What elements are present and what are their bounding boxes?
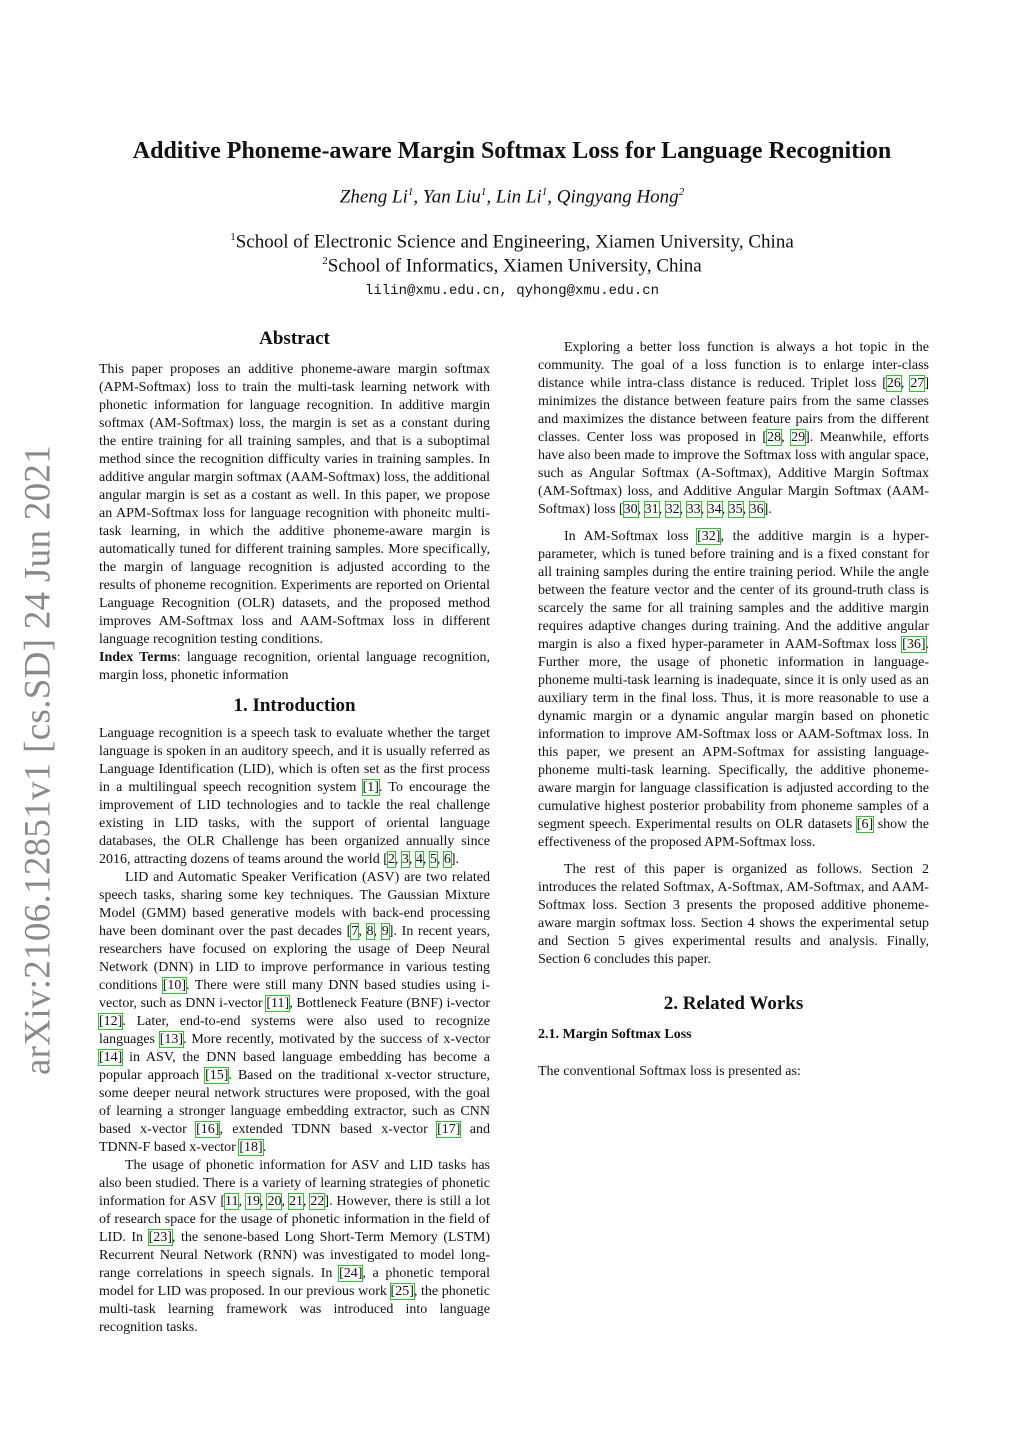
citation-link[interactable]: [32]	[697, 529, 721, 544]
citation-link[interactable]: 9	[381, 924, 389, 939]
affiliation-text: School of Electronic Science and Engineering, Xiamen University, China	[235, 231, 794, 253]
citation-link[interactable]: 32	[665, 502, 680, 517]
author-list: Zheng Li$^1$, Yan Liu$^1$, Lin Li$^1$, Qingyang Hong$^2$	[339, 186, 685, 208]
citation-link[interactable]: 2	[387, 852, 395, 867]
citation-link[interactable]: 35	[728, 502, 743, 517]
affiliation-sup: 1	[230, 231, 236, 243]
author-emails: lilin@xmu.edu.cn, qyhong@xmu.edu.cn	[364, 283, 660, 299]
citation-link[interactable]: 26	[886, 376, 901, 391]
citation-link[interactable]: [23]	[148, 1230, 172, 1245]
subsection-heading: 2.1. Margin Softmax Loss	[538, 1027, 692, 1042]
related-heading: 2. Related Works	[663, 993, 804, 1014]
citation-link[interactable]: 19	[245, 1194, 260, 1209]
citation-link[interactable]: 7	[351, 924, 359, 939]
index-terms	[99, 649, 490, 685]
related-text: The conventional Softmax loss is presented as:	[538, 1064, 801, 1079]
citation-link[interactable]: [11]	[266, 996, 290, 1011]
citation-link[interactable]: 33	[686, 502, 701, 517]
right-column	[538, 330, 929, 1081]
affiliation-text: School of Informatics, Xiamen University, China	[327, 255, 702, 277]
intro-paragraph: The rest of this paper is organized as follows. Section 2 introduces the related Softmax, A-Softmax, AM-Softmax, and AAM-Softmax loss. Section 3 presents the proposed additive phoneme-aware margin softmax loss. Section 4 shows the experimental setup and Section 5 gives experimental results and analysis. Finally, Section 6 concludes this paper.	[538, 862, 929, 967]
citation-link[interactable]: [15]	[205, 1068, 229, 1083]
citation-link[interactable]: 11	[225, 1194, 239, 1209]
citation-link[interactable]: [10]	[162, 978, 187, 993]
intro-paragraph: LID and Automatic Speaker Verification (ASV) are two related speech tasks, sharing some key techniques. The Gaussian Mixture Model (GMM) based generative models with back-end processing have been dominant over the past decades [7, 8, 9]. In recent years, researchers have focused on exploring the usage of Deep Neural Network (DNN) in LID to improve performance in various testing conditions [10]. There were still many DNN based studies using i-vector, such as DNN i-vector [11], Bottleneck Feature (BNF) i-vector [12]. Later, end-to-end systems were also used to recognize languages [13]. More recently, motivated by the success of x-vector [14] in ASV, the DNN based language embedding has become a popular approach [15]. Based on the traditional x-vector structure, some deeper neural network structures were proposed, with the goal of learning a stronger language embedding extractor, such as CNN based x-vector [16], extended TDNN based x-vector [17] and TDNN-F based x-vector [18].	[99, 870, 491, 1155]
citation-link[interactable]: [16]	[196, 1122, 220, 1137]
affiliation	[0, 255, 1024, 277]
citation-link[interactable]: [14]	[99, 1050, 123, 1065]
intro-paragraph: In AM-Softmax loss [32], the additive margin is a hyper-parameter, which is tuned before training and is a fixed constant for all training samples during the entire training period. While the angle between the feature vector and the center of its ground-truth class is scarcely the same for all training samples and the additive margin requires adaptive changes during training. And the additive angular margin is also a fixed hyper-parameter in AAM-Softmax loss [36]. Further more, the usage of phonetic information in language-phoneme multi-task learning is inadequate, since it is only used as an auxiliary term in the final loss. Thus, it is more reasonable to use a dynamic margin or a dynamic angular margin based on phonetic information to improve AM-Softmax loss or AAM-Softmax loss. In this paper, we present an APM-Softmax for assisting language-phoneme multi-task learning. Specifically, the additive phoneme-aware margin for language classification is adjusted according to the cumulative highest posterior probability from phoneme samples of a segment speech. Experimental results on OLR datasets [6] show the effectiveness of the proposed APM-Softmax loss.	[538, 529, 930, 850]
intro-paragraph: The usage of phonetic information for ASV and LID tasks has also been studied. There is a variety of learning strategies of phonetic information for ASV [11, 19, 20, 21, 22]. However, there is still a lot of research space for the usage of phonetic information in the field of LID. In [23], the senone-based Long Short-Term Memory (LSTM) Recurrent Neural Network (RNN) was investigated to model long-range correlations in speech signals. In [24], a phonetic temporal model for LID was proposed. In our previous work [25], the phonetic multi-task learning framework was introduced into language recognition tasks.	[99, 1158, 491, 1335]
citation-link[interactable]: 34	[707, 502, 722, 517]
citation-link[interactable]: 27	[910, 376, 925, 391]
author-sup: 1	[407, 186, 414, 198]
citation-link[interactable]: 5	[429, 852, 437, 867]
left-column	[99, 330, 490, 1337]
author-sup: 1	[480, 186, 487, 198]
index-terms-text: : language recognition, oriental language recognition, margin loss, phonetic information	[99, 650, 490, 683]
affiliation-sup: 2	[322, 255, 328, 267]
arxiv-stamp	[8, 444, 68, 1076]
abstract-heading: Abstract	[259, 328, 330, 349]
citation-link[interactable]: [13]	[159, 1032, 184, 1047]
citation-link[interactable]: [12]	[99, 1014, 123, 1029]
intro-paragraph: Exploring a better loss function is always a hot topic in the community. The goal of a loss function is to enlarge inter-class distance while intra-class distance is reduced. Triplet loss [26, 27] minimizes the distance between feature pairs from the same classes and maximizes the distance between feature pairs from the different classes. Center loss was proposed in [28, 29]. Meanwhile, efforts have also been made to improve the Softmax loss with angular space, such as Angular Softmax (A-Softmax), Additive Margin Softmax (AM-Softmax) loss, and Additive Angular Margin Softmax (AAM-Softmax) loss [30, 31, 32, 33, 34, 35, 36].	[538, 340, 929, 517]
citation-link[interactable]: [24]	[339, 1266, 363, 1281]
citation-link[interactable]: 22	[310, 1194, 325, 1209]
author: Lin Li	[495, 186, 542, 208]
author: Qingyang Hong	[556, 186, 679, 208]
citation-link[interactable]: 20	[267, 1194, 282, 1209]
intro-paragraph: Language recognition is a speech task to evaluate whether the target language is spoken in an auditory speech, and it is usually referred as Language Identification (LID), which is often set as the first process in a multilingual speech recognition system [1]. To encourage the improvement of LID technologies and to tackle the real challenge existing in LID tasks, with the support of oriental language databases, the OLR Challenge has been organized annually since 2016, attracting dozens of teams around the world [2, 3, 4, 5, 6].	[99, 726, 490, 867]
citation-link[interactable]: [1]	[362, 780, 379, 795]
citation-link[interactable]: 8	[366, 924, 374, 939]
intro-heading: 1. Introduction	[233, 695, 356, 716]
author: Zheng Li	[339, 186, 408, 208]
citation-link[interactable]: [17]	[437, 1122, 461, 1137]
author: Yan Liu	[422, 186, 481, 208]
citation-link[interactable]: 6	[443, 852, 451, 867]
arxiv-id: arXiv:2106.12851v1 [cs.SD] 24 Jun 2021	[17, 444, 59, 1076]
citation-link[interactable]: 29	[791, 430, 806, 445]
citation-link[interactable]: 30	[623, 502, 638, 517]
author-sup: 2	[678, 186, 685, 198]
abstract-text: This paper proposes an additive phoneme-aware margin softmax (APM-Softmax) loss to train the multi-task learning network with phonetic information for language recognition. In additive margin softmax (AM-Softmax) loss, the margin is set as a constant during the entire training for all training samples, and that is a suboptimal method since the recognition difficulty varies in training samples. In additive angular margin softmax (AAM-Softmax) loss, the additional angular margin is set as a costant as well. In this paper, we propose an APM-Softmax loss for language recognition with phoneitc multi-task learning, in which the additive phoneme-aware margin is automatically tuned for different training samples. More specifically, the margin of language recognition is adjusted according to the results of phoneme recognition. Experiments are reported on Oriental Language Recognition (OLR) datasets, and the proposed method improves AM-Softmax loss and AAM-Softmax loss in different language recognition testing conditions.	[99, 362, 490, 647]
citation-link[interactable]: [18]	[239, 1140, 263, 1155]
citation-link[interactable]: 28	[767, 430, 782, 445]
citation-link[interactable]: [6]	[856, 817, 874, 832]
citation-link[interactable]: 36	[749, 502, 764, 517]
affiliation	[0, 231, 1024, 253]
citation-link[interactable]: 3	[401, 852, 409, 867]
paper-title: Additive Phoneme-aware Margin Softmax Loss for Language Recognition	[132, 138, 892, 164]
citation-link[interactable]: 31	[644, 502, 659, 517]
author-sup: 1	[541, 186, 548, 198]
citation-link[interactable]: [36]	[902, 637, 926, 652]
citation-link[interactable]: 21	[288, 1194, 303, 1209]
citation-link[interactable]: [25]	[390, 1284, 414, 1299]
index-terms-label: Index Terms	[99, 650, 177, 665]
citation-link[interactable]: 4	[415, 852, 423, 867]
